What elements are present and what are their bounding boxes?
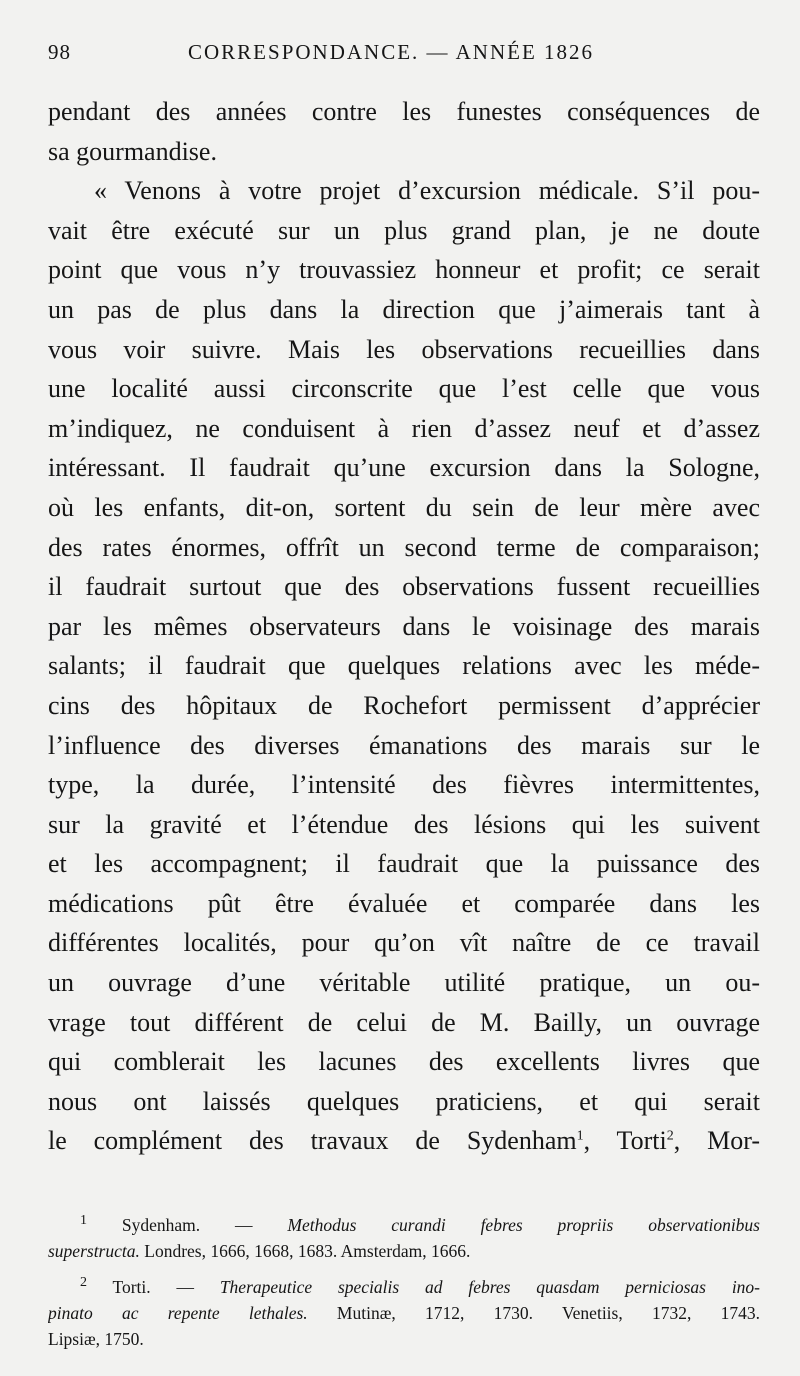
text-line: un ouvrage d’une véritable utilité pratique, un ou- (48, 968, 760, 998)
main-text (48, 92, 760, 1161)
footnotes (48, 1212, 760, 1352)
text-line: qui comblerait les lacunes des excellents livres que (48, 1047, 760, 1077)
text-line: par les mêmes observateurs dans le voisinage des marais (48, 611, 760, 641)
text-line: vous voir suivre. Mais les observations recueillies dans (48, 334, 760, 364)
text-line: vait être exécuté sur un plus grand plan, je ne doute (48, 215, 760, 245)
text-line: vrage tout différent de celui de M. Bailly, un ouvrage (48, 1007, 760, 1037)
footnote-1-rest: Londres, 1666, 1668, 1683. Amsterdam, 1666. (144, 1241, 471, 1261)
footnote-1-title: Methodus curandi febres propriis observationibus (287, 1215, 760, 1235)
footnote-2-cont (48, 1300, 760, 1326)
text-line: m’indiquez, ne conduisent à rien d’assez neuf et d’assez (48, 413, 760, 443)
footnote-2-title-cont: pinato ac repente lethales. (48, 1303, 308, 1323)
footnote-2-end: Lipsiæ, 1750. (48, 1329, 144, 1349)
footnote-1-cont (48, 1238, 760, 1264)
footnote-2 (48, 1274, 760, 1300)
footnote-1-marker: 1 (80, 1213, 87, 1229)
footnote-2-rest: Mutinæ, 1712, 1730. Venetiis, 1732, 1743. (336, 1303, 760, 1323)
page-number: 98 (48, 40, 71, 64)
text-line: où les enfants, dit-on, sortent du sein de leur mère avec (48, 492, 760, 522)
footnote-2-lead: Torti. — (112, 1277, 194, 1297)
text-line: sur la gravité et l’étendue des lésions qui les suivent (48, 809, 760, 839)
text-line-final (48, 1121, 760, 1161)
text-line: nous ont laissés quelques praticiens, et qui serait (48, 1086, 760, 1116)
footnote-1-title-cont: superstructa. (48, 1241, 140, 1261)
text-line: l’influence des diverses émanations des marais sur le (48, 730, 760, 760)
final-line-text: le complément des travaux de Sydenham (48, 1126, 577, 1156)
text-line: pendant des années contre les funestes conséquences de (48, 97, 760, 126)
text-line: différentes localités, pour qu’on vît naître de ce travail (48, 928, 760, 958)
text-line: intéressant. Il faudrait qu’une excursion dans la Sologne, (48, 453, 760, 483)
footnote-ref-2: 2 (666, 1128, 674, 1144)
footnote-2-marker: 2 (80, 1275, 87, 1291)
footnote-1 (48, 1212, 760, 1238)
text-line: cins des hôpitaux de Rochefort permissent d’apprécier (48, 690, 760, 720)
text-line: des rates énormes, offrît un second terme de comparaison; (48, 532, 760, 562)
text-line: médications pût être évaluée et comparée dans les (48, 888, 760, 918)
final-line-mid: , Torti (583, 1126, 667, 1156)
footnote-ref-1: 1 (576, 1128, 584, 1144)
text-line: salants; il faudrait que quelques relations avec les méde- (48, 651, 760, 681)
running-title: CORRESPONDANCE. — ANNÉE 1826 (188, 40, 595, 64)
text-line: une localité aussi circonscrite que l’est celle que vous (48, 374, 760, 404)
text-line: point que vous n’y trouvassiez honneur et profit; ce serait (48, 255, 760, 285)
text-line: il faudrait surtout que des observations fussent recueillies (48, 572, 760, 602)
final-line-end: , Mor- (673, 1126, 760, 1156)
text-line: et les accompagnent; il faudrait que la puissance des (48, 849, 760, 879)
footnote-1-lead: Sydenham. — (121, 1215, 253, 1235)
text-line: type, la durée, l’intensité des fièvres intermittentes, (48, 770, 760, 800)
text-line: « Venons à votre projet d’excursion médicale. S’il pou- (94, 176, 760, 206)
text-line: sa gourmandise. (48, 136, 217, 166)
text-line: un pas de plus dans la direction que j’aimerais tant à (48, 294, 760, 324)
page-header (48, 40, 760, 80)
footnote-2-title: Therapeutice specialis ad febres quasdam perniciosas ino- (219, 1277, 760, 1297)
